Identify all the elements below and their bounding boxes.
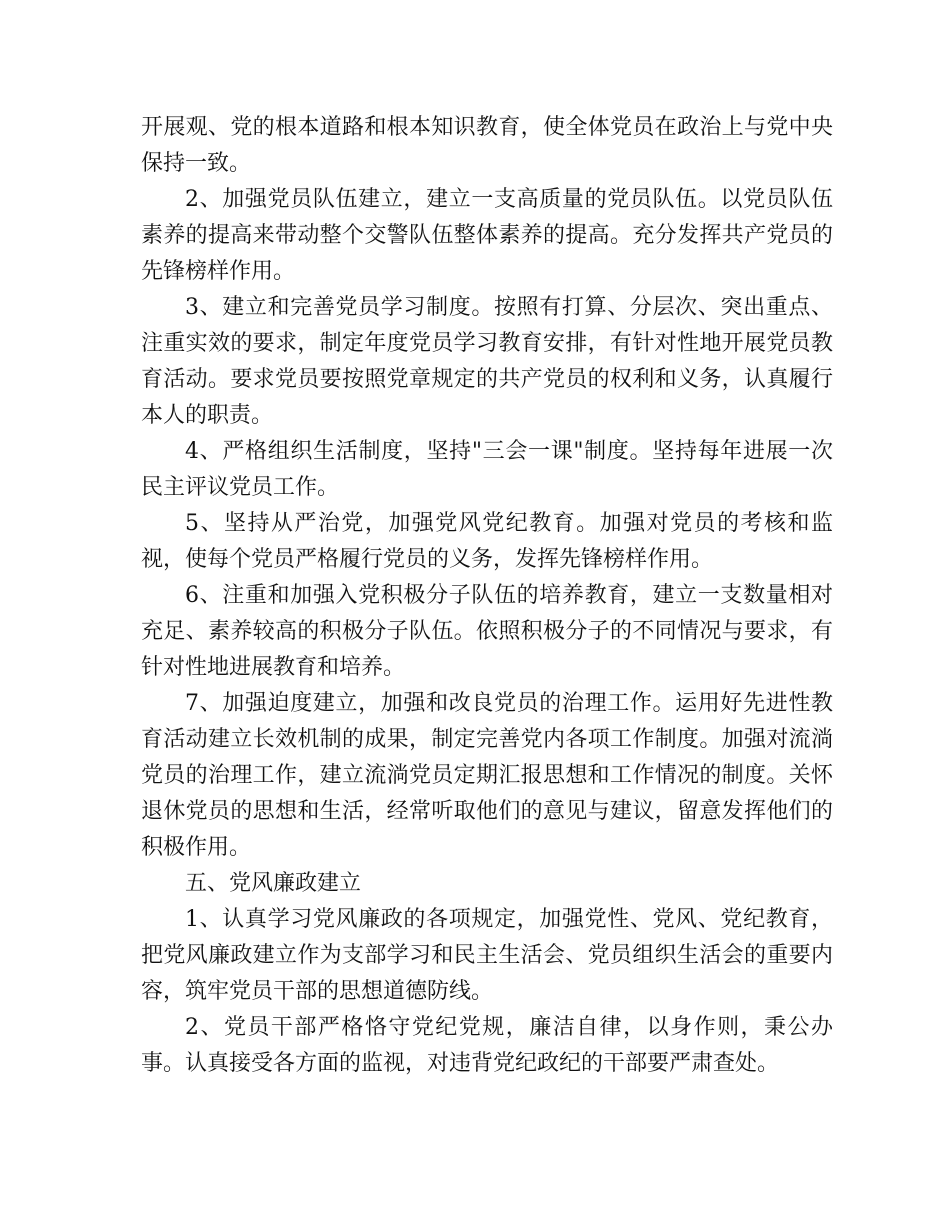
paragraph-section5-item-1: 1、认真学习党风廉政的各项规定，加强党性、党风、党纪教育，把党风廉政建立作为支部学习和民主生活会、党员组织生活会的重要内容，筑牢党员干部的思想道德防线。 xyxy=(141,907,833,1004)
paragraph-section5-item-2: 2、党员干部严格恪守党纪党规，廉洁自律，以身作则，秉公办事。认真接受各方面的监视，对违背党纪政纪的干部要严肃查处。 xyxy=(141,1015,833,1076)
paragraph-item-2: 2、加强党员队伍建立，建立一支高质量的党员队伍。以党员队伍素养的提高来带动整个交警队伍整体素养的提高。充分发挥共产党员的先锋榜样作用。 xyxy=(141,187,833,284)
document-body xyxy=(141,110,833,1082)
paragraph-item-6: 6、注重和加强入党积极分子队伍的培养教育，建立一支数量相对充足、素养较高的积极分子队伍。依照积极分子的不同情况与要求，有针对性地进展教育和培养。 xyxy=(141,583,833,680)
paragraph-continuation: 开展观、党的根本道路和根本知识教育，使全体党员在政治上与党中央保持一致。 xyxy=(141,115,833,176)
paragraph-item-5: 5、坚持从严治党，加强党风党纪教育。加强对党员的考核和监视，使每个党员严格履行党员的义务，发挥先锋榜样作用。 xyxy=(141,511,833,572)
paragraph-item-3: 3、建立和完善党员学习制度。按照有打算、分层次、突出重点、注重实效的要求，制定年度党员学习教育安排，有针对性地开展党员教育活动。要求党员要按照党章规定的共产党员的权利和义务，认真履行本人的职责。 xyxy=(141,295,833,428)
paragraph-item-4: 4、严格组织生活制度，坚持"三会一课"制度。坚持每年进展一次民主评议党员工作。 xyxy=(141,439,833,500)
paragraph-item-7: 7、加强迫度建立，加强和改良党员的治理工作。运用好先进性教育活动建立长效机制的成果，制定完善党内各项工作制度。加强对流淌党员的治理工作，建立流淌党员定期汇报思想和工作情况的制度。关怀退休党员的思想和生活，经常听取他们的意见与建议，留意发挥他们的积极作用。 xyxy=(141,691,833,860)
section-heading-five: 五、党风廉政建立 xyxy=(185,871,362,896)
